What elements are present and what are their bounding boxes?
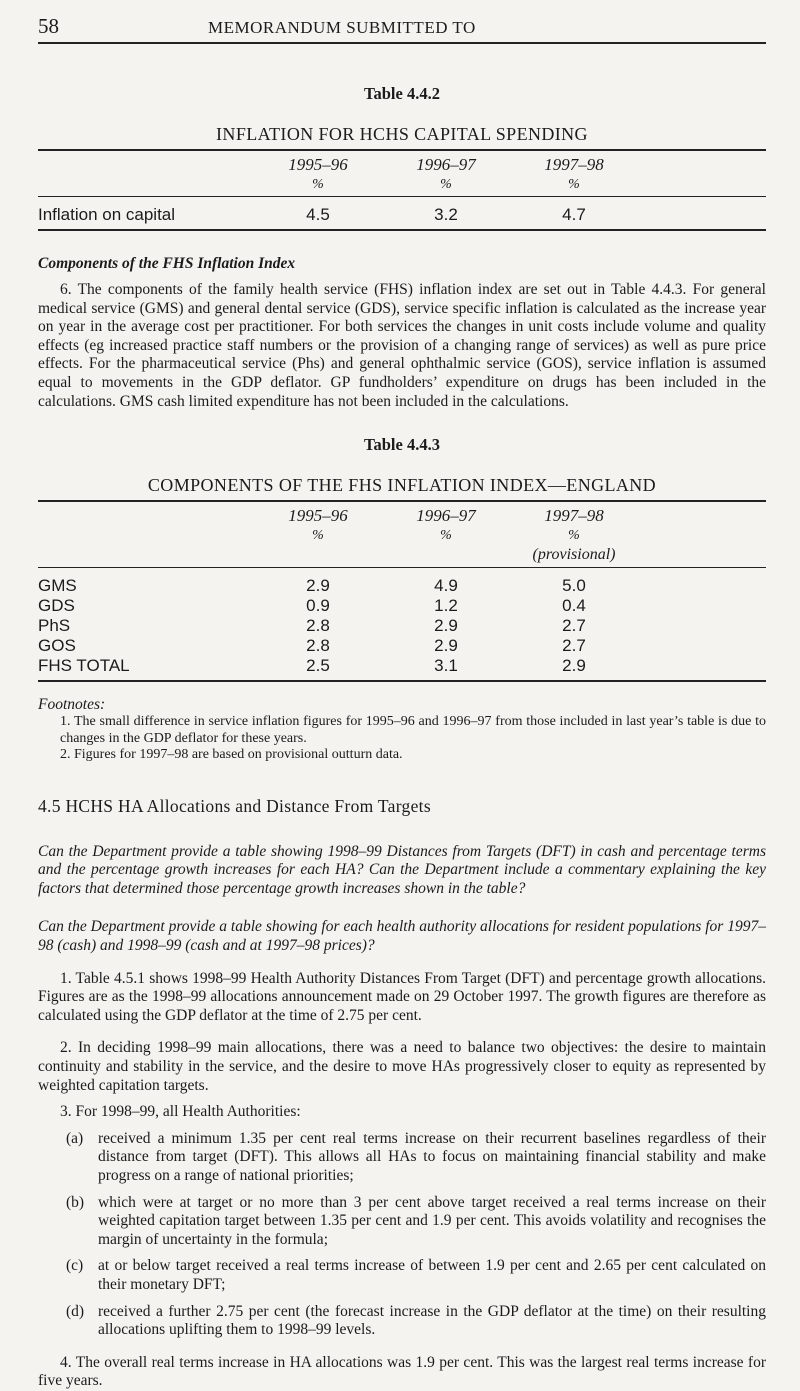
list-marker: (d) [66,1302,85,1320]
running-title: MEMORANDUM SUBMITTED TO [208,18,476,37]
table-unit-row [38,528,766,544]
column-header: 1995–96 [288,506,348,526]
list-item-text: which were at target or no more than 3 per cent above target received a real terms increase on their weighted capitation target between 1.35 per cent and 1.9 per cent. This avoids volatility and recognises the margin of uncertainty in the formula; [98,1193,766,1248]
row-label: Inflation on capital [38,205,176,224]
table-row [38,205,766,225]
table-cell: 2.7 [562,636,586,656]
table-cell: 0.4 [562,596,586,616]
running-header [38,14,766,42]
table-header-row [38,151,766,175]
list-item-text: at or below target received a real terms increase of between 1.9 per cent and 2.65 per cent calculated on their monetary DFT; [98,1257,766,1293]
table-cell: 3.1 [434,656,458,676]
table-row [38,596,766,616]
table-row [38,636,766,656]
column-header: 1995–96 [288,155,348,174]
table-cell: 2.9 [306,576,330,596]
table-header-rule [38,196,766,197]
unit-label: % [440,528,452,544]
body-paragraph: 2. In deciding 1998–99 main allocations, there was a need to balance two objectives: the desire to maintain continuity and stability in the service, and the desire to move HAs progressively closer to equity as represented by weighted capitation targets. [38,1039,766,1094]
list-item [66,1194,766,1250]
table-cell: 1.2 [434,596,458,616]
body-paragraph: 3. For 1998–99, all Health Authorities: [60,1103,301,1121]
body-paragraph: 6. The components of the family health service (FHS) inflation index are set out in Table 4.4.3. For general medical service (GMS) and general dental service (GDS), service specific inflation is calculated as the increase year on year in the average cost per practitioner. For both services the changes in unit costs include volume and quality effects (eg increased practice staff numbers or the provision of a changing range of services) as well as pure price effects. For the pharmaceutical service (Phs) and general ophthalmic service (GOS), service inflation is assumed equal to movements in the GDP deflator. GP fundholders’ expenditure on drugs has been included in the calculations. GMS cash limited expenditure has not been included in the calculations. [38,281,766,410]
table-caption: COMPONENTS OF THE FHS INFLATION INDEX—ENGLAND [147,475,657,496]
table-cell: 2.5 [306,656,330,676]
inflation-capital-table [38,149,766,231]
table-cell: 4.5 [306,205,330,224]
row-label: GMS [38,576,77,596]
body-paragraph: 1. Table 4.5.1 shows 1998–99 Health Authority Distances From Target (DFT) and percentage growth allocations. Figures are as the 1998–99 allocations announcement made on 29 October 1997. The growth figures are therefore as calculated using the GDP deflator at the time of 2.75 per cent. [38,969,766,1024]
body-paragraph: 4. The overall real terms increase in HA allocations was 1.9 per cent. This was the largest real terms increase for five years. [38,1353,766,1390]
column-header: 1997–98 [544,155,604,174]
table-cell: 4.9 [434,576,458,596]
column-header: 1996–97 [416,506,476,526]
table-cell: 2.9 [562,656,586,676]
row-label: GDS [38,596,75,616]
table-cell: 0.9 [306,596,330,616]
row-label: PhS [38,616,71,636]
row-label: FHS TOTAL [38,656,130,676]
footnote: 1. The small difference in service inflation figures for 1995–96 and 1996–97 from those included in last year’s table is due to changes in the GDP deflator for these years. [60,714,766,746]
page-number: 58 [38,14,59,38]
list-marker: (c) [66,1257,84,1275]
question-paragraph: Can the Department provide a table showing 1998–99 Distances from Targets (DFT) in cash and percentage terms and the percentage growth increases for each HA? Can the Department include a commentary explaining the key factors that determined those percentage growth increases shown in the table? [38,842,766,897]
list-item [66,1257,766,1294]
column-header: 1997–98 [544,506,604,526]
table-bottom-rule [38,229,766,231]
list-item-text: received a minimum 1.35 per cent real terms increase on their recurrent baselines regardless of their distance from target (DFT). This allows all HAs to focus on maintaining financial stability and make progress on a range of national priorities; [98,1129,766,1184]
list-marker: (a) [66,1129,84,1147]
unit-label: % [312,177,324,192]
table-bottom-rule [38,680,766,682]
unit-label: % [312,528,324,544]
header-rule [38,42,766,44]
unit-label: % [568,177,580,192]
footnote: 2. Figures for 1997–98 are based on provisional outturn data. [60,747,403,763]
document-page [38,14,766,1391]
unit-label: % [440,177,452,192]
section-heading: 4.5 HCHS HA Allocations and Distance From Targets [38,795,431,816]
table-header-rule [38,567,766,568]
table-cell: 5.0 [562,576,586,596]
table-number: Table 4.4.2 [364,84,440,103]
table-cell: 2.8 [306,636,330,656]
section-heading: Components of the FHS Inflation Index [38,255,296,272]
table-cell: 3.2 [434,205,458,224]
table-unit-row [38,177,766,193]
table-cell: 2.9 [434,636,458,656]
footnotes-heading: Footnotes: [38,696,106,714]
unit-label: % [568,528,580,544]
table-cell: 2.9 [434,616,458,636]
table-row [38,616,766,636]
table-header-row [38,502,766,526]
list-item-text: received a further 2.75 per cent (the forecast increase in the GDP deflator at the time) on their resulting allocations uplifting them to 1998–99 levels. [98,1302,766,1339]
table-cell: 2.8 [306,616,330,636]
table-note-row [38,546,766,564]
table-caption: INFLATION FOR HCHS CAPITAL SPENDING [216,124,588,144]
table-row [38,576,766,596]
list-item [66,1130,766,1186]
list-marker: (b) [66,1193,85,1211]
fhs-inflation-table [38,500,766,682]
provisional-note: (provisional) [532,546,616,564]
list-item [66,1303,766,1340]
table-cell: 2.7 [562,616,586,636]
column-header: 1996–97 [416,155,476,174]
table-number: Table 4.4.3 [364,435,440,455]
table-row [38,656,766,676]
row-label: GOS [38,636,76,656]
table-cell: 4.7 [562,205,586,224]
question-paragraph: Can the Department provide a table showing for each health authority allocations for resident populations for 1997–98 (cash) and 1998–99 (cash and at 1997–98 prices)? [38,918,766,955]
